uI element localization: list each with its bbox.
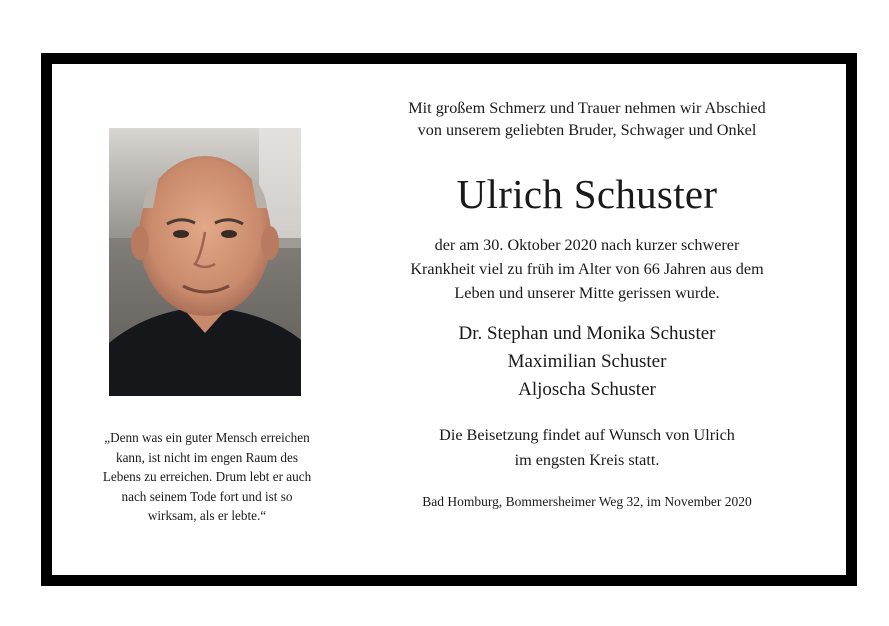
- place-and-date: Bad Homburg, Bommersheimer Weg 32, im November 2020: [422, 494, 752, 509]
- announcement-line: Krankheit viel zu früh im Alter von 66 Jahren aus dem: [410, 260, 764, 278]
- quote-line: kann, ist nicht im engen Raum des: [115, 449, 299, 465]
- notice-text: [352, 97, 822, 511]
- intro-text: [352, 97, 822, 141]
- burial-note: [352, 423, 822, 473]
- mourner-name: Maximilian Schuster: [507, 351, 667, 372]
- announcement-line: der am 30. Oktober 2020 nach kurzer schwerer: [434, 236, 740, 254]
- announcement-line: Leben und unserer Mitte gerissen wurde.: [454, 284, 720, 302]
- death-announcement: [352, 233, 822, 305]
- intro-line: von unserem geliebten Bruder, Schwager und Onkel: [417, 121, 757, 139]
- mourner-name: Dr. Stephan und Monika Schuster: [458, 323, 716, 344]
- quote-line: nach seinem Tode fort und ist so: [121, 488, 293, 504]
- memorial-quote: [72, 428, 342, 526]
- portrait-photo: [109, 128, 301, 396]
- obituary-border: [41, 53, 857, 586]
- quote-line: „Denn was ein guter Mensch erreichen: [104, 430, 310, 445]
- obituary-card: [49, 61, 849, 578]
- quote-line: wirksam, als er lebte.“: [147, 508, 267, 523]
- mourner-name: Aljoscha Schuster: [518, 379, 656, 400]
- portrait-photo-drawing: [109, 128, 301, 396]
- quote-line: Lebens zu erreichen. Drum lebt er auch: [102, 469, 312, 484]
- mourners-list: [352, 320, 822, 404]
- deceased-name: Ulrich Schuster: [456, 171, 718, 217]
- burial-line: Die Beisetzung findet auf Wunsch von Ulrich: [439, 426, 735, 444]
- burial-line: im engsten Kreis statt.: [514, 451, 660, 469]
- intro-line: Mit großem Schmerz und Trauer nehmen wir Abschied: [408, 99, 766, 117]
